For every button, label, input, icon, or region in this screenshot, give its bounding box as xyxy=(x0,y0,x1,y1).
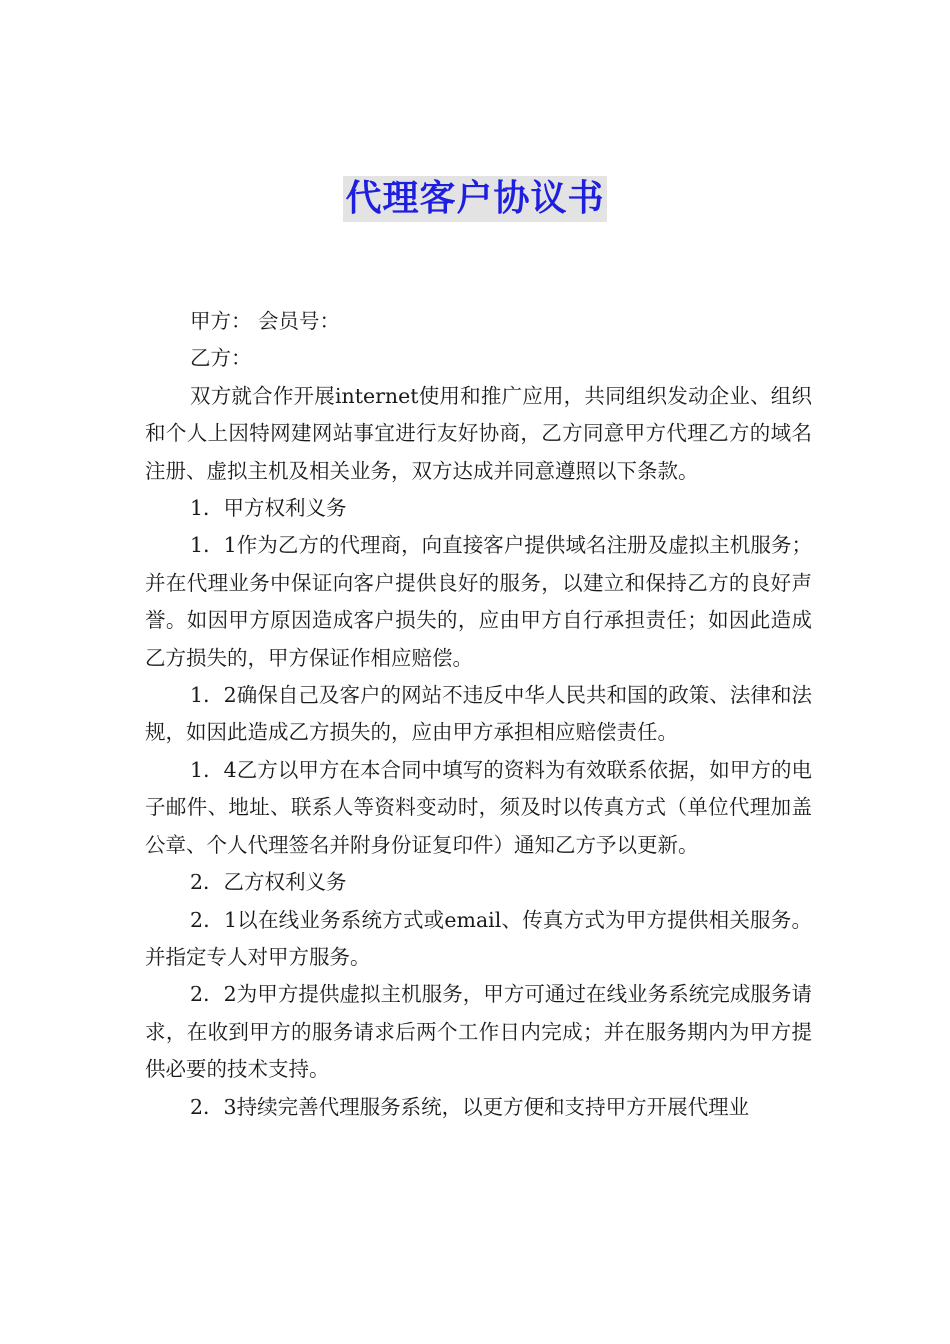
document-title: 代理客户协议书 xyxy=(343,176,606,222)
intro-paragraph: 双方就合作开展internet使用和推广应用，共同组织发动企业、组织和个人上因特网建网站事宜进行友好协商，乙方同意甲方代理乙方的域名注册、虚拟主机及相关业务，双方达成并同意遵照以下条款。 xyxy=(145,383,812,483)
section-2-heading: 2．乙方权利义务 xyxy=(190,870,347,895)
section-1-heading: 1．甲方权利义务 xyxy=(190,496,347,521)
clause-2-3: 2．3持续完善代理服务系统，以更方便和支持甲方开展代理业 xyxy=(190,1094,750,1119)
party-b-line: 乙方： xyxy=(190,346,252,371)
title-container xyxy=(0,176,950,222)
party-a-line: 甲方： 会员号： xyxy=(190,309,341,333)
clause-1-1: 1．1作为乙方的代理商，向直接客户提供域名注册及虚拟主机服务；并在代理业务中保证向客户提供良好的服务，以建立和保持乙方的良好声誉。如因甲方原因造成客户损失的，应由甲方自行承担责任；如因此造成乙方损失的，甲方保证作相应赔偿。 xyxy=(145,533,812,670)
clause-1-2: 1．2确保自己及客户的网站不违反中华人民共和国的政策、法律和法规，如因此造成乙方损失的，应由甲方承担相应赔偿责任。 xyxy=(145,683,812,745)
document-body xyxy=(145,303,812,1126)
clause-2-2: 2．2为甲方提供虚拟主机服务，甲方可通过在线业务系统完成服务请求，在收到甲方的服务请求后两个工作日内完成；并在服务期内为甲方提供必要的技术支持。 xyxy=(145,982,812,1082)
clause-2-1: 2．1以在线业务系统方式或email、传真方式为甲方提供相关服务。并指定专人对甲方服务。 xyxy=(145,907,812,969)
clause-1-4: 1．4乙方以甲方在本合同中填写的资料为有效联系依据，如甲方的电子邮件、地址、联系人等资料变动时，须及时以传真方式（单位代理加盖公章、个人代理签名并附身份证复印件）通知乙方予以更新。 xyxy=(145,757,812,857)
